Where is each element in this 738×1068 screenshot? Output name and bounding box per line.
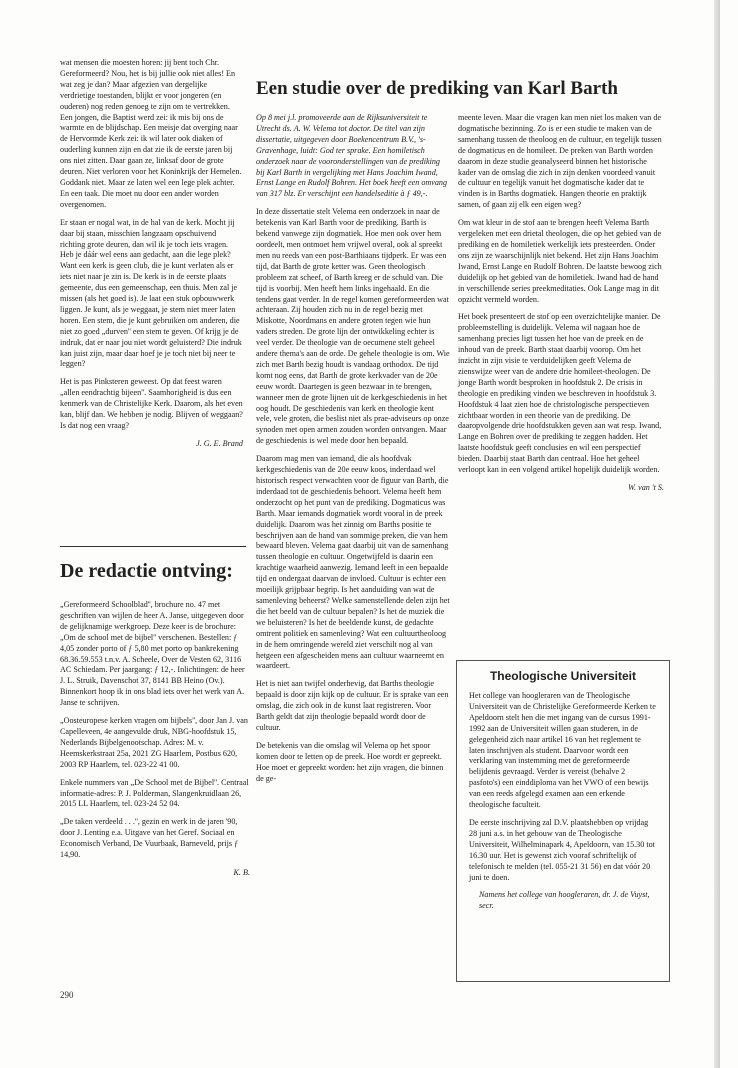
page-number: 290 (60, 990, 74, 1000)
article-paragraph: In deze dissertatie stelt Velema een onderzoek in naar de betekenis van Karl Barth voor de prediking. Barth is bekend vanwege zijn dogmatiek. Hoe men ook over hem oordeelt, men ontmoet hem vrijwel overal, ook al spreekt men nu reeds van een post-Barthiaans tijdperk. Er was een tijd, dat Barth de grote ketter was. Geen theologisch probleem zat scheef, of Barth kreeg er de schuld van. Die tijd is voorbij. Men heeft hem links ingehaald. En die tendens gaat verder. In de regel komen gereformeerden wat achteraan. Zij houden zich nu in de regel bezig met Miskotte, Noordmans en andere groten tegen wie hun vaders streden. De grote lijn der ontwikkeling echter is veel verder. De theologie van de oecumene stelt geheel andere thema's aan de orde. De gehele theologie is om. Wie zich met Barth bezig houdt is vandaag orthodox. De tijd komt nog eens, dat Barth de grote kerkvader van de 20e eeuw wordt. Daartegen is geen bezwaar in te brengen, wanneer men de grote lijnen uit de kerkgeschiedenis in het oog houdt. De geschiedenis van kerk en theologie kent vele, vele groten, die beslist niet als prae-adviseurs op onze synoden met open armen zouden worden ontvangen. Maar de geschiedenis is wel mede door hen bepaald. (256, 207, 450, 446)
notice-paragraph: Het college van hoogleraren van de Theologische Universiteit van de Christelijke Gereformeerde Kerken te Apeldoorn stelt hen die met ingang van de cursus 1991-1992 aan de Universiteit willen gaan studeren, in de gelegenheid zich naar artikel 16 van het reglement te laten inschrijven als student. Daarvoor wordt een verklaring van instemming met de gereformeerde belijdenis gevraagd. Verder is vereist (behalve 2 pasfoto's) een einddiploma van het VWO of een bewijs van een reeds afgelegd examen aan een erkende theologische faculteit. (469, 691, 656, 810)
redactie-item: „Oosteuropese kerken vragen om bijbels'', door Jan J. van Capelleveen, 4e aangevulde druk, NBG-hoofdstuk 15, Nederlands Bijbelgenootschap. Adres: M. v. Heemskerkstraat 25a, 2021 ZG Haarlem, Postbus 620, 2003 RP Haarlem, tel. 023-22 41 00. (60, 716, 248, 769)
article-paragraph: De betekenis van die omslag wil Velema op het spoor komen door te letten op de preek. Hoe wordt er gepreekt. Hoe moet er gepreekt worden: het zijn vragen, die binnen de ge- (256, 740, 444, 783)
essay-paragraph: Het is pas Pinksteren geweest. Op dat feest waren „allen eendrachtig bijeen''. Saamhorigheid is dus een kenmerk van de Christelijke Kerk. Daarom, als het even kan, blijf dan. We hebben je nodig. Blijven of weggaan? Is dat nog een vraag? (60, 377, 243, 430)
notice-body (469, 691, 657, 912)
article-paragraph: Daarom mag men van iemand, die als hoofdvak kerkgeschiedenis van de 20e eeuw koos, inderdaad wel historisch respect verwachten voor de figuur van Barth, die inderdaad tot de geschiedenis behoort. Velema heeft hem onderzocht op het punt van de prediking. Dogmaticus was Barth. Maar iemands dogmatiek wordt vooral in de preek duidelijk. Daarom was het zinnig om Barths positie te beschrijven aan de hand van sommige preken, die van hem bewaard bleven. Velema gaat daarbij uit van de samenhang tussen theologie en cultuur. Ongetwijfeld is daarin een krachtige waarheid aanwezig. Iemand leeft in een bepaalde tijd en ondergaat daarvan de invloed. Cultuur is echter een moeilijk grijpbaar begrip. Is het aanduiding van wat de samenleving beheerst? Welke samenstellende delen zijn het die het beeld van de cultuur bepalen? Is het de muziek die we beluisteren? Is het de beeldende kunst, de gedachte omtrent politiek en samenleving? Wat een cultuurtheoloog in de hem omringende wereld ziet verschilt nog al van hetgeen een afgescheiden mens aan cultuur waarneemt en waardeert. (256, 454, 450, 671)
notice-box (456, 660, 670, 982)
essay-column (60, 58, 243, 450)
redactie-column (60, 600, 250, 879)
article-paragraph: Het is niet aan twijfel onderhevig, dat Barths theologie bepaald is door zijn kijk op de cultuur. Er is sprake van een omslag, die zich ook in de kunst laat registreren. Voor Barth geldt dat zijn theologie bepaald wordt door de cultuur. (256, 679, 449, 732)
redactie-heading: De redactie ontving: (60, 560, 233, 582)
redactie-item: Enkele nummers van „De School met de Bijbel''. Centraal informatie-adres: P. J. Polderman, Slangenkruidlaan 26, 2015 LL Haarlem, tel. 023-24 52 04. (60, 777, 249, 809)
notice-paragraph: De eerste inschrijving zal D.V. plaatshebben op vrijdag 28 juni a.s. in het gebouw van de Theologische Universiteit, Wilhelminapark 4, Apeldoorn, van 15.30 tot 16.30 uur. Het is gewenst zich vooraf schriftelijk of telefonisch te melden (tel. 055-21 31 56) en dat vóór 20 juni te doen. (469, 817, 655, 882)
article-intro: Op 8 mei j.l. promoveerde aan de Rijksuniversiteit te Utrecht ds. A. W. Velema tot doctor. De titel van zijn dissertatie, uitgegeven door Boekencentrum B.V., 's-Gravenhage, luidt: God ter sprake. Een homiletisch onderzoek naar de vooronderstellingen van de prediking bij Karl Barth in vergelijking met Hans Joachim Iwand, Ernst Lange en Rudolf Bohren. Het boek heeft een omvang van 317 blz. Er verschijnt een handelseditie à ƒ 49,-. (256, 113, 448, 199)
redactie-signature: K. B. (233, 867, 250, 877)
notice-title: Theologische Universiteit (489, 669, 637, 683)
notice-signature: Namens het college van hoogleraren, dr. J. de Vuyst, secr. (479, 890, 650, 911)
article-title: Een studie over de prediking van Karl Barth (256, 78, 618, 99)
essay-paragraph: wat mensen die moesten horen: jij bent toch Chr. Gereformeerd? Nou, het is bij jullie ook niet alles! En wat zeg je dan? Maar afgezien van dergelijke verdrietige toestanden, blijkt er voor jongeren (en ouderen) nog reden genoeg te zijn om te vertrekken. Een jongen, die Baptist werd zei: ik mis bij ons de warmte en de blijdschap. Een meisje dat overging naar de Hervormde Kerk zei: ik wil later ook diaken of ouderling kunnen zijn en dat zie ik de eerste jaren bij ons niet zitten. Daar gaan ze, linksaf door de grote deuren. Niet verloren voor het Koninkrijk der Hemelen. Goddank niet. Maar ze laten wel een lege plek achter. En een taak. Die moet nu door een ander worden overgenomen. (60, 58, 242, 209)
redactie-item: „Gereformeerd Schoolblad'', brochure no. 47 met geschriften van wijlen de heer A. Janse, uitgegeven door de gelijknamige werkgroep. Deze keer is de brochure: „Om de school met de bijbel'' verschenen. Bestellen: ƒ 4,05 zonder porto of ƒ 5,80 met porto op bankrekening 68.36.59.553 t.n.v. A. Scheele, Over de Vesten 62, 3116 AC Schiedam. Per jaargang: ƒ 12,-. Inlichtingen: de heer J. L. Struik, Davenschot 37, 8141 BB Heino (Ov.). Binnenkort hoop ik in ons blad iets over het werk van A. Janse te schrijven. (60, 600, 245, 708)
page-edge (714, 0, 720, 1068)
article-column-1 (256, 113, 450, 791)
essay-signature: J. G. E. Brand (196, 438, 243, 448)
essay-paragraph: Er staan er nogal wat, in de hal van de kerk. Mocht jij daar bij staan, misschien langzaam opschuivend richting grote deuren, dan wil ik je toch iets vragen. Heb je dáár wel eens aan gedacht, aan die lege plek? Want een kerk is geen club, die je kunt verlaten als er iets niet naar je zin is. De kerk is in de eerste plaats gemeente, dus een gemeenschap, een thuis. Men zal je missen (als het goed is). Je laat een stuk opbouwwerk liggen. Je kunt, als je weggaat, je stem niet meer laten horen. Een stem, die je kunt gebruiken om anderen, die niet zo goed „durven'' een stem te geven. Of krijg je de indruk, dat er naar jou niet wordt geluisterd? Die indruk kan juist zijn, maar daar hoef je je toch niet bij neer te leggen? (60, 217, 242, 369)
redactie-item: „De taken verdeeld . . .'', gezin en werk in de jaren '90, door J. Lenting e.a. Uitgave van het Geref. Sociaal en Economisch Verband, De Vuurbaak, Barneveld, prijs ƒ 14,90. (60, 817, 239, 860)
article-signature: W. van 't S. (628, 483, 664, 492)
article-paragraph: meente leven. Maar die vragen kan men niet los maken van de dogmatische bezinning. Zo is er een studie te maken van de samenhang tussen de theoloog en de cultuur, en tegelijk tussen de dogmaticus en de homileet. De preken van Barth worden daarom in deze studie geanalyseerd binnen het historische kader van de omslag die zich in zijn denken voordeed vanuit de cultuur en tegelijk vanuit het dogmatische kader dat te vinden is in Barths dogmatiek. Hangen theorie en praktijk samen, of gaan zij elk een eigen weg? (458, 113, 662, 210)
article-paragraph: Om wat kleur in de stof aan te brengen heeft Velema Barth vergeleken met een drietal theologen, die op het gebied van de prediking en de homiletiek werkelijk iets presteerden. Onder ons zijn ze waarschijnlijk niet bekend. Het zijn Hans Joachim Iwand, Ernst Lange en Rudolf Bohren. De laatste bewoog zich duidelijk op het gebied van de homiletiek. Iwand had de hand in verschillende series preekmeditaties. Ook Lange mag in dit opzicht vermeld worden. (458, 218, 662, 304)
article-paragraph: Het boek presenteert de stof op een overzichtelijke manier. De probleemstelling is duidelijk. Velema wil nagaan hoe de samenhang precies ligt tussen het hoe van de preek en de inhoud van de preek. Barth staat daarbij voorop. Om het inzicht in zijn visie te verduidelijken geeft Velema de zienswijze weer van de andere drie homileet-theologen. De jonge Barth wordt besproken in hoofdstuk 2. De crisis in theologie en prediking vinden we beschreven in hoofdstuk 3. Hoofdstuk 4 laat zien hoe de christologische perspectieven zichtbaar worden in een theorie van de prediking. De daaropvolgende drie hoofdstukken geven aan wat resp. Iwand, Lange en Bohren over de prediking te zeggen hadden. Het laatste hoofdstuk geeft conclusies en wil een perspectief bieden. Daarbij staat Barth dan centraal. Hoe het geheel verloopt kan in een volgend artikel hopelijk duidelijk worden. (458, 312, 662, 475)
section-divider (60, 546, 246, 547)
article-column-2 (458, 113, 664, 494)
